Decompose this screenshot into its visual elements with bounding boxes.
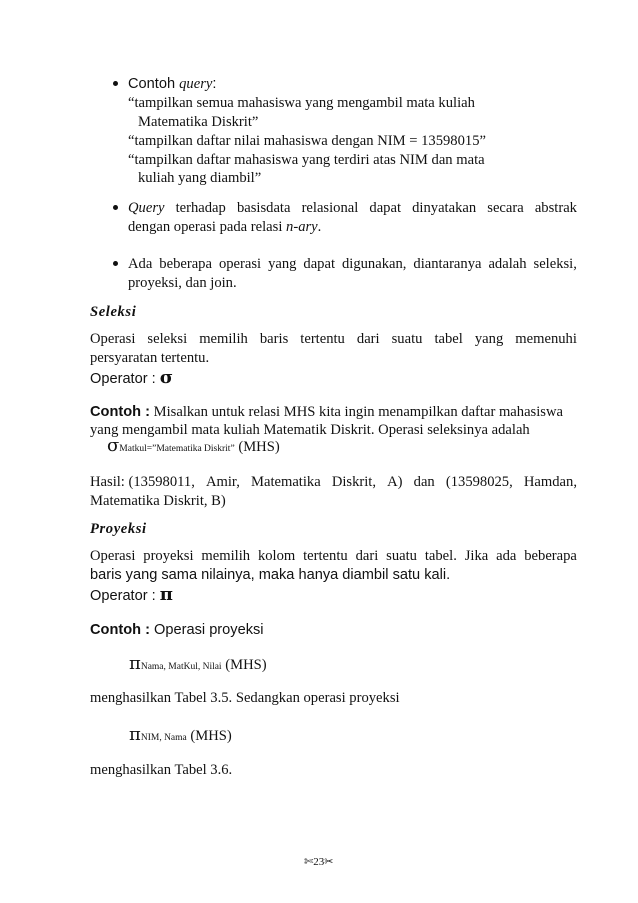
bullet-query-line2: dengan operasi pada relasi n-ary. [128, 219, 322, 235]
page-number: 23 [313, 856, 325, 868]
sigma-symbol: σ [159, 367, 174, 388]
bullet-operations-line2: proyeksi, dan join. [128, 275, 237, 291]
bullet-intro: Contoh query: [128, 76, 217, 92]
proyeksi-example: Contoh : Operasi proyeksi [90, 622, 264, 638]
query-example-line: “tampilkan daftar nilai mahasiswa dengan NIM = 13598015” [128, 133, 486, 149]
proyeksi-desc-line2: baris yang sama nilainya, maka hanya diambil satu kali. [90, 567, 451, 583]
pi-symbol: π [159, 584, 173, 605]
proyeksi-formula-2: πNIM, Nama (MHS) [129, 724, 232, 745]
seleksi-desc-line2: persyaratan tertentu. [90, 350, 210, 366]
pi-symbol: π [129, 724, 141, 745]
section-heading-seleksi: Seleksi [90, 304, 137, 320]
bullet-dot [113, 261, 118, 266]
bullet-operations-line1: Ada beberapa operasi yang dapat digunakan, diantaranya adalah seleksi, [128, 256, 577, 272]
bullet-dot [113, 81, 118, 86]
query-example-line: Matematika Diskrit” [138, 114, 259, 130]
bullet-dot [113, 205, 118, 210]
bullet-query-line1: Query terhadap basisdata relasional dapat dinyatakan secara abstrak [128, 200, 577, 216]
pi-symbol: π [129, 653, 141, 674]
seleksi-desc-line1: Operasi seleksi memilih baris tertentu dari suatu tabel yang memenuhi [90, 331, 577, 347]
query-example-line: kuliah yang diambil” [138, 170, 262, 186]
section-heading-proyeksi: Proyeksi [90, 521, 147, 537]
proyeksi-formula-1: πNama, MatKul, Nilai (MHS) [129, 653, 267, 674]
proyeksi-result-2: menghasilkan Tabel 3.6. [90, 762, 233, 778]
query-example-line: “tampilkan semua mahasiswa yang mengambil mata kuliah [128, 95, 475, 111]
sigma-symbol: σ [107, 435, 120, 456]
seleksi-result-line1: Hasil: (13598011, Amir, Matematika Diskrit, A) dan (13598025, Hamdan, [90, 474, 577, 490]
proyeksi-result-1: menghasilkan Tabel 3.5. Sedangkan operasi proyeksi [90, 690, 400, 706]
page-footer [304, 853, 333, 871]
seleksi-example-line2: yang mengambil mata kuliah Matematik Diskrit. Operasi seleksinya adalah [90, 422, 530, 438]
proyeksi-operator: Operator : π [90, 584, 173, 605]
scissors-right-icon: ✂ [324, 855, 334, 868]
scissors-left-icon: ✄ [304, 855, 314, 868]
proyeksi-desc-line1: Operasi proyeksi memilih kolom tertentu dari suatu tabel. Jika ada beberapa [90, 548, 577, 564]
query-example-line: “tampilkan daftar mahasiswa yang terdiri atas NIM dan mata [128, 152, 485, 168]
seleksi-formula: σMatkul=”Matematika Diskrit” (MHS) [107, 435, 280, 456]
seleksi-operator: Operator : σ [90, 367, 174, 388]
seleksi-example-line1: Contoh : Misalkan untuk relasi MHS kita ingin menampilkan daftar mahasiswa [90, 404, 563, 420]
seleksi-result-line2: Matematika Diskrit, B) [90, 493, 226, 509]
